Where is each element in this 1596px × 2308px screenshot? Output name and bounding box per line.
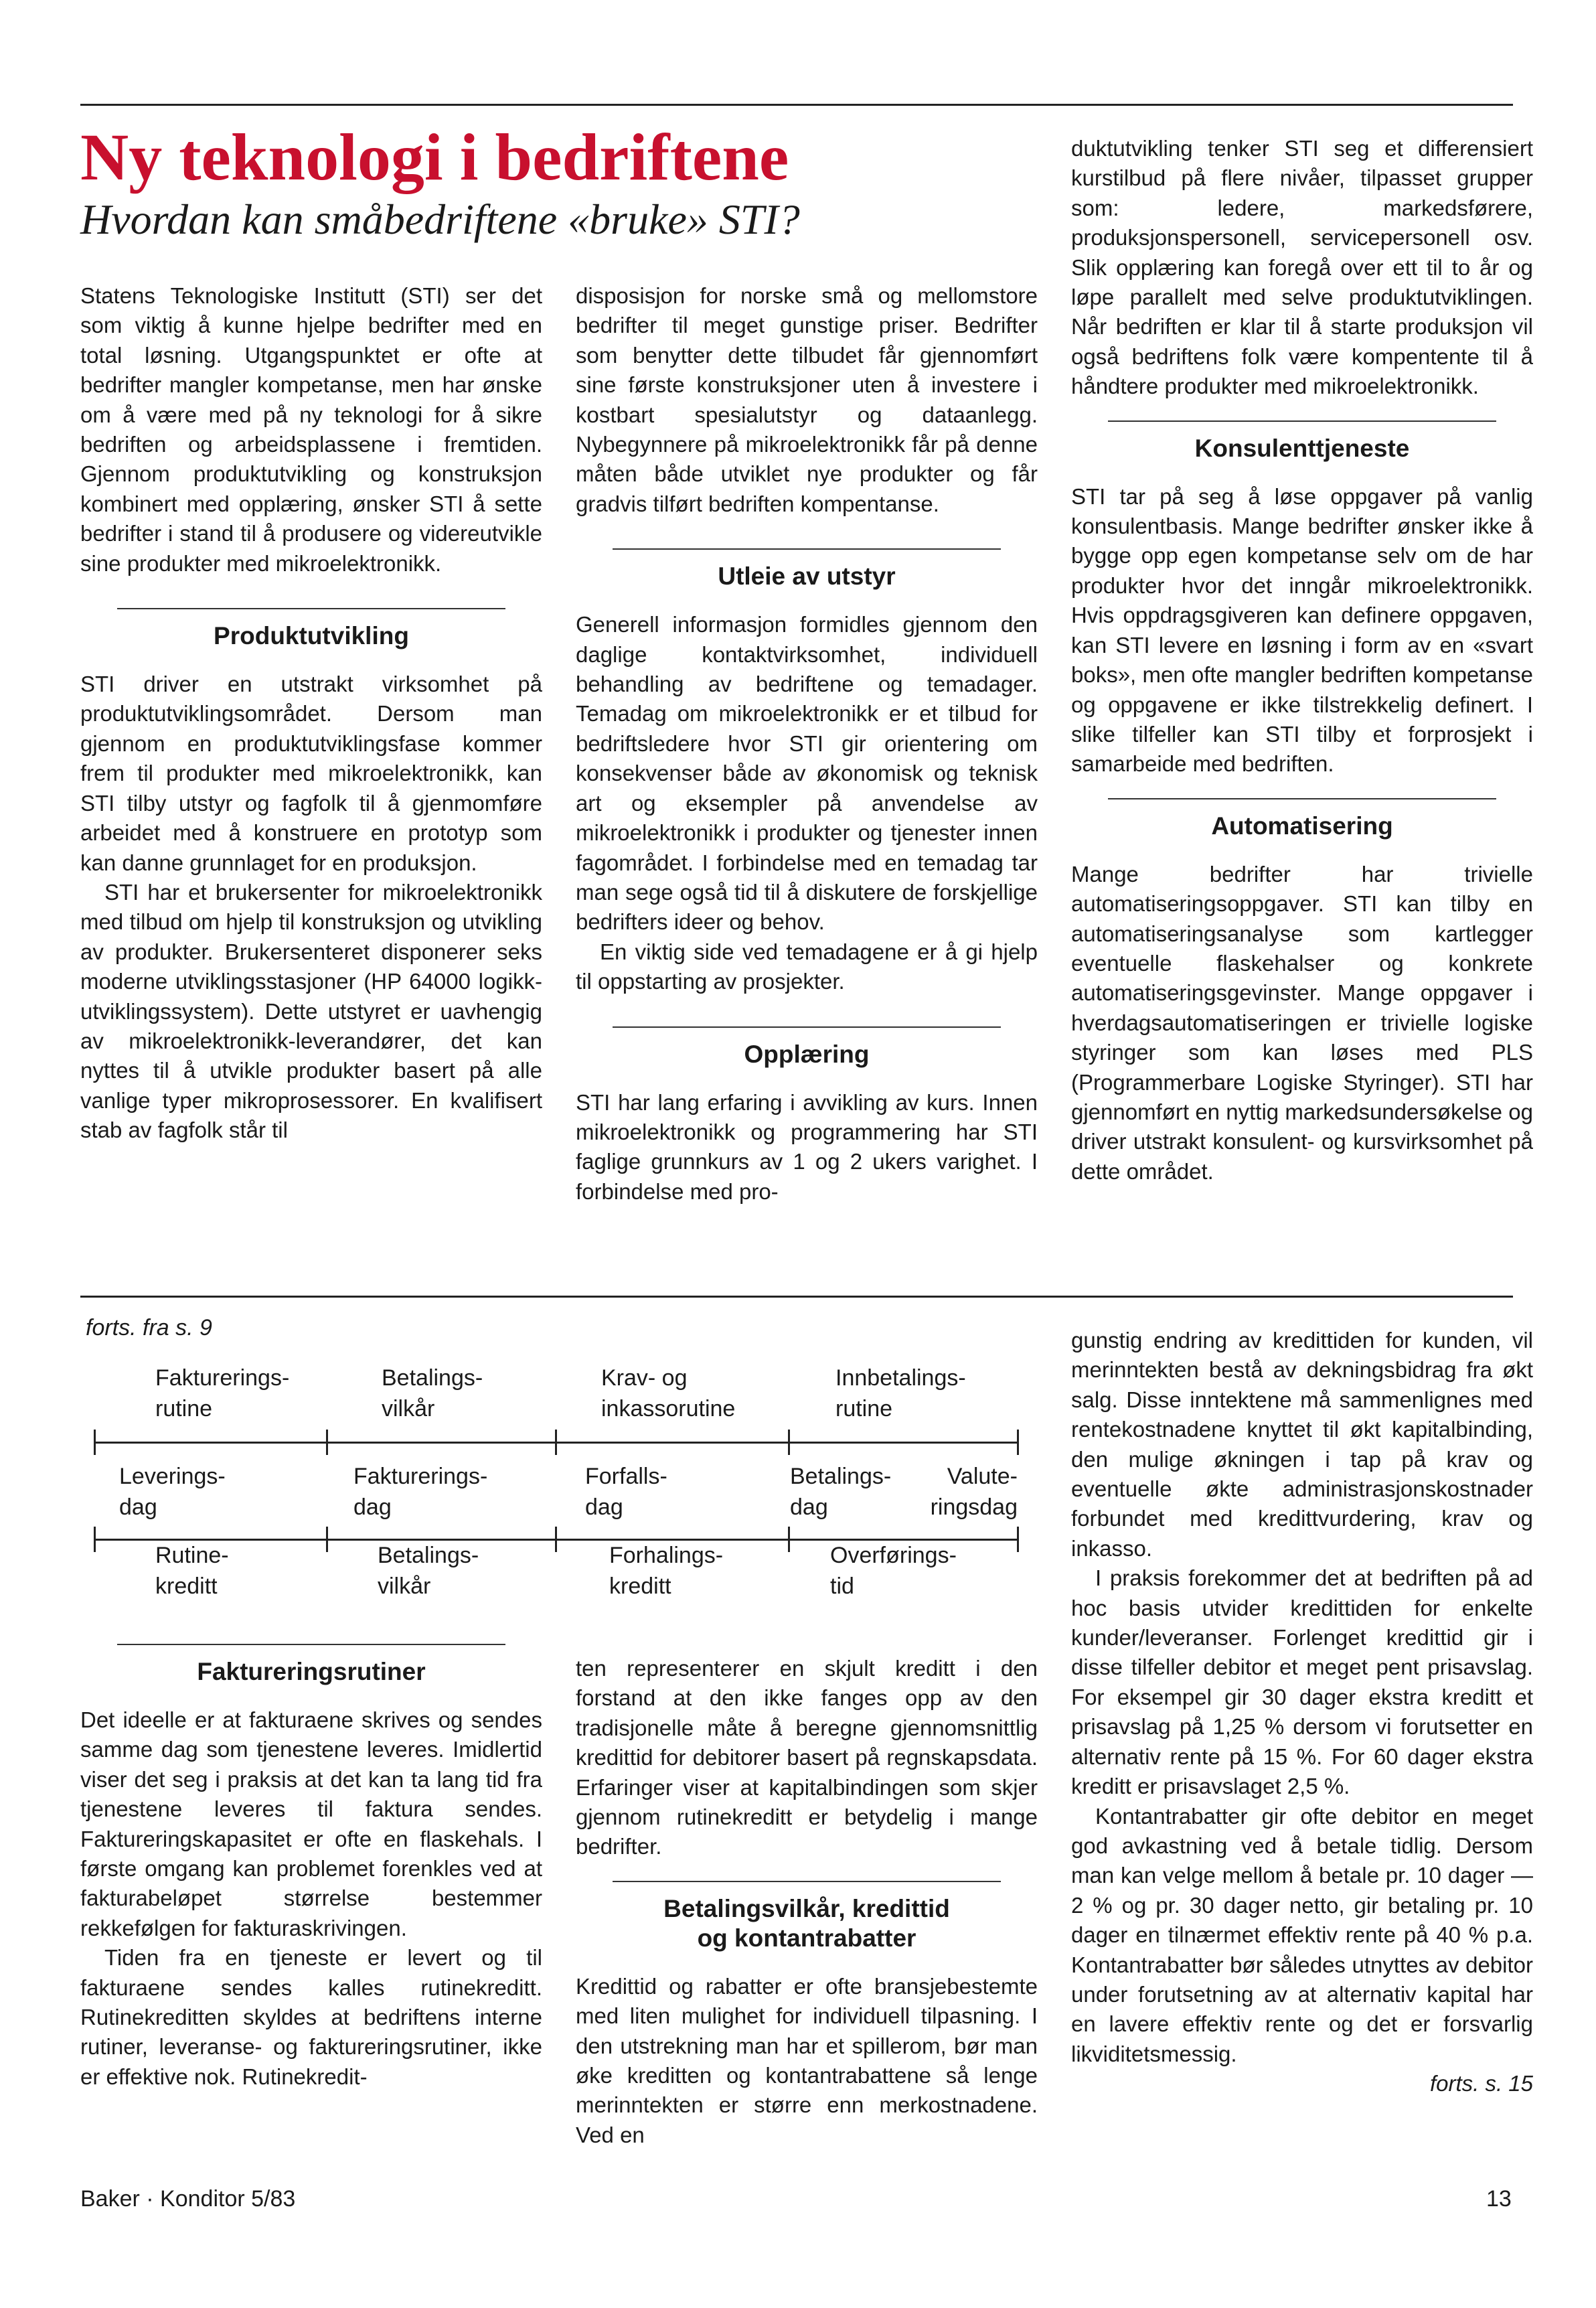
- opplaering-p1: STI har lang erfaring i avvikling av kurs. Innen mikroelektronikk og programmering har STI faglige grunnkurs av 1 og 2 ukers varighet. I forbindelse med pro-: [576, 1089, 1038, 1204]
- diagram-label-forfallsdag: Forfalls- dag: [585, 1464, 667, 1520]
- diagram-label-overforingstid: Overførings- tid: [830, 1543, 957, 1599]
- col3-bottom-p3: Kontantrabatter gir ofte debitor en meget god avkastning ved å betale tidlig. Dersom man kan velge mellom å betale pr. 10 dager — 2 % og pr. 30 dager netto, gir betaling pr. 10 dager en tilnærmet effektiv rente på 40 % p.a. Kontantrabatter bør således utnyttes av debitor under forutsetning av at alternativ kapital har en lavere effektiv rente og det er forsvarlig likviditetsmessig.: [1071, 1803, 1533, 2066]
- timeline-1-tick: [555, 1430, 557, 1455]
- diagram-label-rutinekreditt: Rutine- kreditt: [155, 1543, 229, 1599]
- col2-continuation: disposisjon for norske små og mellomstore bedrifter til meget gunstige priser. Bedrifter som benytter dette tilbudet får gjennomført sine første konstruksjoner uten å investere i kostbart spesialutstyr og dataanlegg. Nybegynnere på mikroelektronikk får på denne måten både utviklet nye produkter og får gradvis tilført bedriften kompentanse.: [576, 283, 1038, 516]
- heading-produktutvikling: Produktutvikling: [80, 608, 542, 651]
- diagram-label-krav-inkasso: Krav- og inkassorutine: [601, 1365, 736, 1421]
- col3-continuation: duktutvikling tenker STI seg et differensiert kurstilbud på flere nivåer, tilpasset grupper som: ledere, markedsførere, produksjonspersonell, servicepersonell osv. Slik opplæring kan foregå over ett til to år og løpe parallelt med selve produktutviklingen. Når bedriften er klar til å starte produksjon vil også bedriftens folk være kompentente til å håndtere produkter med mikroelektronikk.: [1071, 136, 1533, 399]
- section-rule: [80, 1296, 1513, 1298]
- utleie-p1: Generell informasjon formidles gjennom den daglige kontaktvirksomhet, individuell behandling av bedriftene og temadager. Temadag om mikroelektronikk er et tilbud for bedriftsledere hvor STI gir orientering om konsekvenser både av økonomisk og teknisk art og eksempler på anvendelse av mikroelektronikk i produkter og tjenester innen fagområdet. I forbindelse med en temadag tar man sege også tid til å diskutere de forskjellige bedrifters ideer og behov.: [576, 612, 1038, 935]
- diagram-label-faktureringsdag: Fakturerings- dag: [353, 1464, 488, 1520]
- diagram-label-betalingsdag: Betalings- dag: [790, 1464, 892, 1520]
- fakturering-p2: Tiden fra en tjeneste er levert og til fakturaene sendes kalles rutinekreditt. Rutinekreditten skyldes at bedriftens interne rutiner, leveranse- og faktureringsrutiner, ikke er effektive nok. Rutinekredit-: [80, 1945, 542, 2089]
- timeline-1-tick: [1017, 1430, 1019, 1455]
- timeline-2-tick: [1017, 1527, 1019, 1552]
- heading-automatisering: Automatisering: [1071, 798, 1533, 841]
- diagram-label-betalingsvilkar-2: Betalings- vilkår: [378, 1543, 479, 1599]
- heading-utleie: Utleie av utstyr: [576, 548, 1038, 591]
- betaling-p1: Kredittid og rabatter er ofte bransjebestemte med liten mulighet for individuell tilpasning. I den utstrekning man har et spillerom, bør man øke kreditten og kontantrabattene så lenge merinntekten er større enn merkostnadene. Ved en: [576, 1973, 1038, 2147]
- column-3-bottom: [1071, 1326, 1533, 2099]
- heading-opplaering: Opplæring: [576, 1026, 1038, 1069]
- produktutvikling-p1: STI driver en utstrakt virksomhet på produktutviklingsområdet. Dersom man gjennom en produktutviklingsfase kommer frem til produkter med mikroelektronikk, kan STI tilby utstyr og fagfolk til å gjenmomføre arbeidet med å konstruere en prototyp som kan danne grunnlaget for en produksjon.: [80, 672, 542, 875]
- column-1-bottom: [80, 1644, 542, 2092]
- konsulent-p1: STI tar på seg å løse oppgaver på vanlig konsulentbasis. Mange bedrifter ønsker ikke å bygge opp egen kompetanse selv om de har produkter hvor det inngår mikroelektronikk. Hvis oppdragsgiveren kan definere oppgaven, kan STI levere en løsning i form av en «svart boks», men ofte mangler bedriften kompetanse og oppgavene er ikke tilstrekkelig definert. I slike tilfeller kan STI tilby et forprosjekt i samarbeide med bedriften.: [1071, 483, 1533, 777]
- diagram-label-faktureringsrutine: Fakturerings- rutine: [155, 1365, 290, 1421]
- continued-from-label: forts. fra s. 9: [86, 1315, 212, 1340]
- diagram-label-forhalingskreditt: Forhalings- kreditt: [609, 1543, 724, 1599]
- timeline-2-tick: [94, 1527, 96, 1552]
- timeline-2-tick: [788, 1527, 790, 1552]
- fakturering-p1: Det ideelle er at fakturaene skrives og sendes samme dag som tjenestene leveres. Imidlertid viser det seg i praksis at det kan ta lang tid fra tjenestene leveres til faktura sendes. Faktureringskapasitet er ofte en flaskehals. I første omgang kan problemet forenkles ved at fakturabeløpet størrelse bestemmer rekkefølgen for fakturaskrivingen.: [80, 1707, 542, 1940]
- heading-fakturering: Faktureringsrutiner: [80, 1644, 542, 1687]
- diagram-label-innbetalingsrutine: Innbetalings- rutine: [835, 1365, 966, 1421]
- heading-konsulent: Konsulenttjeneste: [1071, 420, 1533, 463]
- page-number: 13: [1486, 2186, 1512, 2212]
- timeline-1-tick: [788, 1430, 790, 1455]
- continued-to-label: forts. s. 15: [1429, 2071, 1533, 2096]
- heading-betaling-line2: og kontantrabatter: [697, 1924, 916, 1952]
- produktutvikling-p2: STI har et brukersenter for mikroelektronikk med tilbud om hjelp til konstruksjon og utvikling av produkter. Brukersenteret disponerer seks moderne utviklingsstasjoner (HP 64000 logikk-utviklingssystem). Dette utstyret er uavhengig av mikroelektronikk-leverandører, det kan nyttes til å utvikle produkter basert på alle vanlige typer mikroprosessorer. En kvalifisert stab av fagfolk står til: [80, 879, 542, 1143]
- timeline-1-tick: [94, 1430, 96, 1455]
- col3-bottom-p1: gunstig endring av kredittiden for kunden, vil merinntekten bestå av dekningsbidrag fra økt salg. Disse inntektene må sammenlignes med rentekostnadene knyttet til økt kapitalbinding, den mulige økningen i tap på krav og eventuelle økte administrasjonskostnader forbundet med kredittvurdering, krav og inkasso.: [1071, 1328, 1533, 1561]
- timeline-2-tick: [555, 1527, 557, 1552]
- continued-to-paragraph: [1071, 2069, 1533, 2098]
- timeline-1-tick: [326, 1430, 328, 1455]
- column-2-bottom: [576, 1654, 1038, 2150]
- heading-betaling-line1: Betalingsvilkår, kredittid: [663, 1894, 950, 1922]
- diagram-label-leveringsdag: Leverings- dag: [119, 1464, 226, 1520]
- col3-bottom-p2: I praksis forekommer det at bedriften på ad hoc basis utvider kredittiden for enkelte kunder/leveranser. Forlenget kredittid gir i disse tilfeller debitor et meget pent prisavslag. For eksempel gir 30 dager ekstra kreditt et prisavslag på 1,25 % dersom vi forutsetter en alternativ rente på 15 %. For 60 dager ekstra kreditt er prisavslaget 2,5 %.: [1071, 1565, 1533, 1799]
- utleie-p2: En viktig side ved temadagene er å gi hjelp til oppstarting av prosjekter.: [576, 939, 1038, 994]
- column-3-top: [1071, 134, 1533, 1186]
- intro-paragraph: Statens Teknologiske Institutt (STI) ser det som viktig å kunne hjelpe bedrifter med en total løsning. Utgangspunktet er ofte at bedrifter mangler kompetanse, men har ønske om å være med på ny teknologi for å sikre bedriften og arbeidsplassene i fremtiden. Gjennom produktutvikling og konstruksjon kombinert med opplæring, ønsker STI å sette bedrifter i stand til å produsere og videreutvikle sine produkter med mikroelektronikk.: [80, 283, 542, 576]
- column-2-top: [576, 281, 1038, 1207]
- top-rule: [80, 104, 1513, 106]
- diagram-label-valuteringsdag: Valute- ringsdag: [930, 1464, 1018, 1520]
- column-1-top: [80, 281, 542, 1146]
- automatisering-p1: Mange bedrifter har trivielle automatiseringsoppgaver. STI kan tilby en automatiseringsanalyse som kartlegger eventuelle flaskehalser og konkrete automatiseringsgevinster. Mange oppgaver i hverdagsautomatiseringen er trivielle logiske styringer som kan løses med PLS (Programmerbare Logiske Styringer). STI har gjennomført en nyttig markedsundersøkelse og driver utstrakt konsulent- og kursvirksomhet på dette området.: [1071, 861, 1533, 1184]
- article-subtitle: Hvordan kan småbedriftene «bruke» STI?: [80, 196, 800, 243]
- heading-betaling: [576, 1881, 1038, 1953]
- publication-footer: Baker · Konditor 5/83: [80, 2186, 296, 2212]
- col2-bottom-continuation: ten representerer en skjult kreditt i den forstand at den ikke fanges opp av den tradisjonelle måte å beregne gjennomsnittlig kredittid for debitorer basert på regnskapsdata. Erfaringer viser at kapitalbindingen som skjer gjennom rutinekreditt er betydelig i mange bedrifter.: [576, 1656, 1038, 1859]
- timeline-2-tick: [326, 1527, 328, 1552]
- article-title: Ny teknologi i bedriftene: [80, 120, 789, 194]
- diagram-label-betalingsvilkar: Betalings- vilkår: [382, 1365, 483, 1421]
